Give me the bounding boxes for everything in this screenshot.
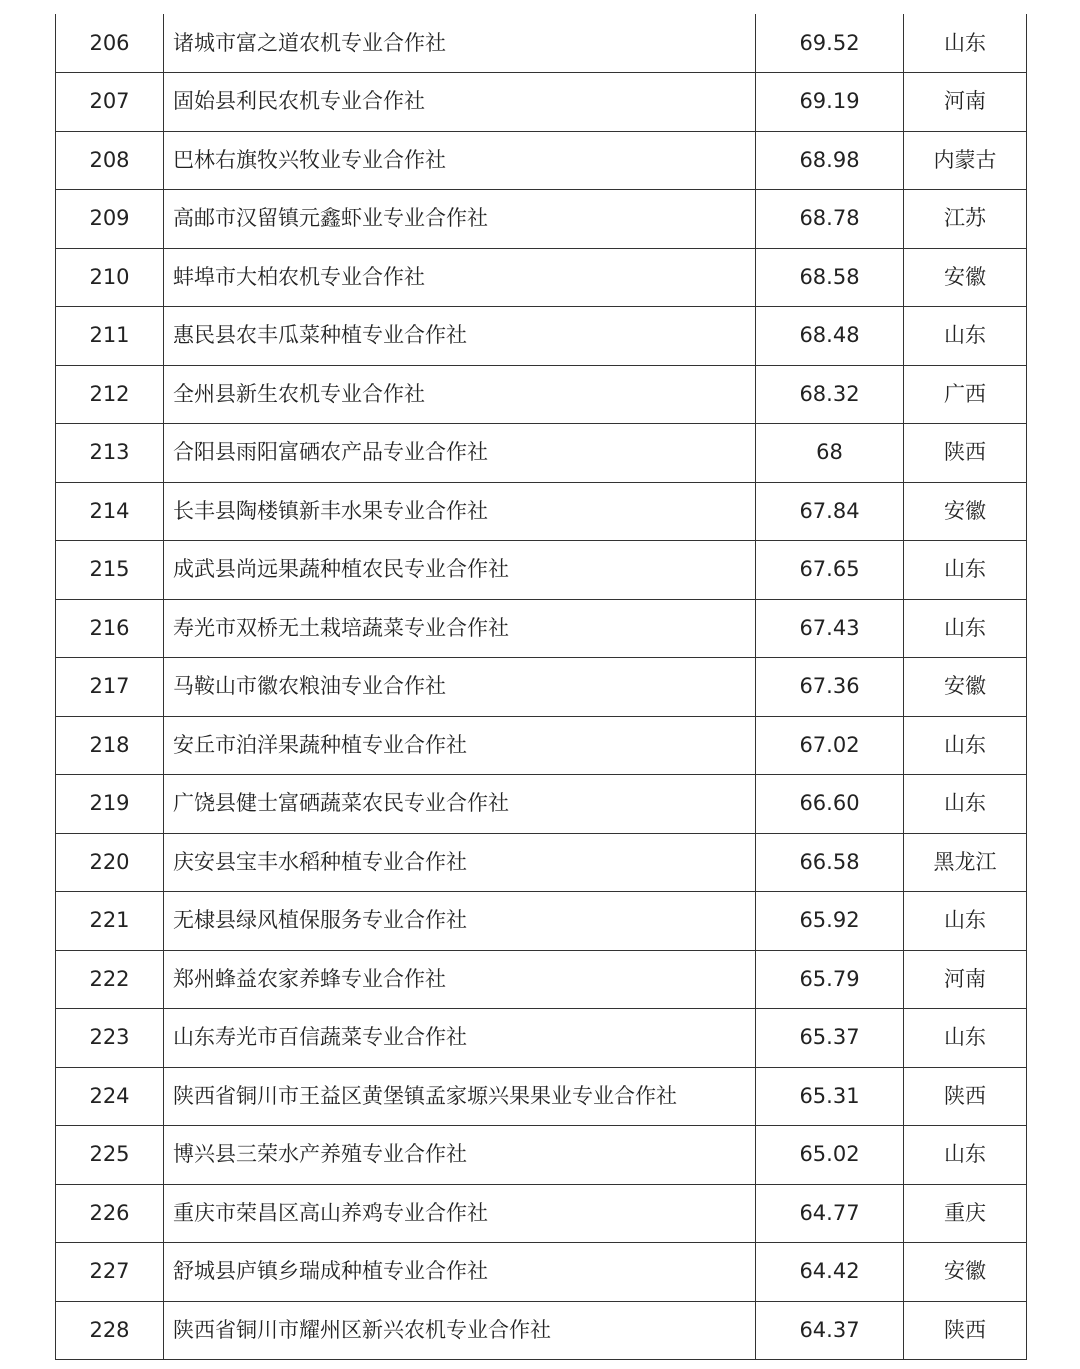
rank-cell: 212: [56, 365, 164, 424]
rank-cell: 223: [56, 1009, 164, 1068]
table-row: [56, 833, 1027, 892]
rank-cell: 207: [56, 73, 164, 132]
cooperative-name-cell: 蚌埠市大柏农机专业合作社: [164, 248, 756, 307]
province-cell: 山东: [904, 1009, 1027, 1068]
rank-cell: 206: [56, 14, 164, 73]
cooperative-name-cell: 山东寿光市百信蔬菜专业合作社: [164, 1009, 756, 1068]
table-row: [56, 892, 1027, 951]
score-cell: 68.78: [756, 190, 904, 249]
province-cell: 山东: [904, 541, 1027, 600]
score-cell: 67.65: [756, 541, 904, 600]
score-cell: 64.37: [756, 1301, 904, 1360]
rank-cell: 211: [56, 307, 164, 366]
rank-cell: 228: [56, 1301, 164, 1360]
table-row: [56, 541, 1027, 600]
table-row: [56, 775, 1027, 834]
table-row: [56, 716, 1027, 775]
rank-cell: 225: [56, 1126, 164, 1185]
score-cell: 68.58: [756, 248, 904, 307]
province-cell: 内蒙古: [904, 131, 1027, 190]
province-cell: 安徽: [904, 1243, 1027, 1302]
table-row: [56, 1243, 1027, 1302]
table-row: [56, 365, 1027, 424]
cooperative-ranking-table: [55, 14, 1027, 1360]
province-cell: 陕西: [904, 1301, 1027, 1360]
cooperative-name-cell: 寿光市双桥无土栽培蔬菜专业合作社: [164, 599, 756, 658]
score-cell: 68.32: [756, 365, 904, 424]
table-row: [56, 190, 1027, 249]
score-cell: 65.79: [756, 950, 904, 1009]
rank-cell: 209: [56, 190, 164, 249]
score-cell: 66.60: [756, 775, 904, 834]
province-cell: 山东: [904, 1126, 1027, 1185]
province-cell: 安徽: [904, 658, 1027, 717]
table-row: [56, 1184, 1027, 1243]
score-cell: 67.02: [756, 716, 904, 775]
province-cell: 安徽: [904, 248, 1027, 307]
cooperative-name-cell: 全州县新生农机专业合作社: [164, 365, 756, 424]
cooperative-name-cell: 郑州蜂益农家养蜂专业合作社: [164, 950, 756, 1009]
cooperative-name-cell: 无棣县绿风植保服务专业合作社: [164, 892, 756, 951]
province-cell: 广西: [904, 365, 1027, 424]
rank-cell: 227: [56, 1243, 164, 1302]
rank-cell: 213: [56, 424, 164, 483]
rank-cell: 221: [56, 892, 164, 951]
cooperative-name-cell: 惠民县农丰瓜菜种植专业合作社: [164, 307, 756, 366]
score-cell: 65.02: [756, 1126, 904, 1185]
score-cell: 67.36: [756, 658, 904, 717]
rank-cell: 208: [56, 131, 164, 190]
score-cell: 64.77: [756, 1184, 904, 1243]
table-row: [56, 1301, 1027, 1360]
table-row: [56, 1067, 1027, 1126]
province-cell: 山东: [904, 14, 1027, 73]
province-cell: 河南: [904, 73, 1027, 132]
province-cell: 安徽: [904, 482, 1027, 541]
cooperative-name-cell: 广饶县健士富硒蔬菜农民专业合作社: [164, 775, 756, 834]
cooperative-name-cell: 陕西省铜川市王益区黄堡镇孟家塬兴果果业专业合作社: [164, 1067, 756, 1126]
rank-cell: 214: [56, 482, 164, 541]
score-cell: 69.19: [756, 73, 904, 132]
rank-cell: 216: [56, 599, 164, 658]
table-row: [56, 131, 1027, 190]
table-body: [56, 14, 1027, 1360]
province-cell: 山东: [904, 716, 1027, 775]
rank-cell: 222: [56, 950, 164, 1009]
table-row: [56, 73, 1027, 132]
table-row: [56, 1009, 1027, 1068]
province-cell: 江苏: [904, 190, 1027, 249]
cooperative-name-cell: 高邮市汉留镇元鑫虾业专业合作社: [164, 190, 756, 249]
table-row: [56, 950, 1027, 1009]
cooperative-ranking-table-wrapper: [55, 14, 1026, 1360]
score-cell: 64.42: [756, 1243, 904, 1302]
table-row: [56, 307, 1027, 366]
province-cell: 陕西: [904, 1067, 1027, 1126]
province-cell: 山东: [904, 307, 1027, 366]
score-cell: 68: [756, 424, 904, 483]
cooperative-name-cell: 舒城县庐镇乡瑞成种植专业合作社: [164, 1243, 756, 1302]
score-cell: 65.92: [756, 892, 904, 951]
province-cell: 山东: [904, 775, 1027, 834]
score-cell: 66.58: [756, 833, 904, 892]
table-row: [56, 424, 1027, 483]
cooperative-name-cell: 博兴县三荣水产养殖专业合作社: [164, 1126, 756, 1185]
score-cell: 67.84: [756, 482, 904, 541]
table-row: [56, 248, 1027, 307]
rank-cell: 224: [56, 1067, 164, 1126]
rank-cell: 210: [56, 248, 164, 307]
province-cell: 陕西: [904, 424, 1027, 483]
table-row: [56, 658, 1027, 717]
cooperative-name-cell: 陕西省铜川市耀州区新兴农机专业合作社: [164, 1301, 756, 1360]
cooperative-name-cell: 合阳县雨阳富硒农产品专业合作社: [164, 424, 756, 483]
cooperative-name-cell: 长丰县陶楼镇新丰水果专业合作社: [164, 482, 756, 541]
rank-cell: 218: [56, 716, 164, 775]
rank-cell: 217: [56, 658, 164, 717]
cooperative-name-cell: 庆安县宝丰水稻种植专业合作社: [164, 833, 756, 892]
province-cell: 重庆: [904, 1184, 1027, 1243]
province-cell: 山东: [904, 892, 1027, 951]
province-cell: 黑龙江: [904, 833, 1027, 892]
rank-cell: 226: [56, 1184, 164, 1243]
score-cell: 68.98: [756, 131, 904, 190]
rank-cell: 219: [56, 775, 164, 834]
table-row: [56, 14, 1027, 73]
score-cell: 67.43: [756, 599, 904, 658]
cooperative-name-cell: 安丘市泊洋果蔬种植专业合作社: [164, 716, 756, 775]
table-row: [56, 599, 1027, 658]
table-row: [56, 1126, 1027, 1185]
province-cell: 河南: [904, 950, 1027, 1009]
cooperative-name-cell: 固始县利民农机专业合作社: [164, 73, 756, 132]
table-row: [56, 482, 1027, 541]
cooperative-name-cell: 诸城市富之道农机专业合作社: [164, 14, 756, 73]
cooperative-name-cell: 巴林右旗牧兴牧业专业合作社: [164, 131, 756, 190]
score-cell: 68.48: [756, 307, 904, 366]
score-cell: 65.31: [756, 1067, 904, 1126]
cooperative-name-cell: 重庆市荣昌区高山养鸡专业合作社: [164, 1184, 756, 1243]
score-cell: 69.52: [756, 14, 904, 73]
cooperative-name-cell: 马鞍山市徽农粮油专业合作社: [164, 658, 756, 717]
rank-cell: 220: [56, 833, 164, 892]
rank-cell: 215: [56, 541, 164, 600]
province-cell: 山东: [904, 599, 1027, 658]
score-cell: 65.37: [756, 1009, 904, 1068]
cooperative-name-cell: 成武县尚远果蔬种植农民专业合作社: [164, 541, 756, 600]
